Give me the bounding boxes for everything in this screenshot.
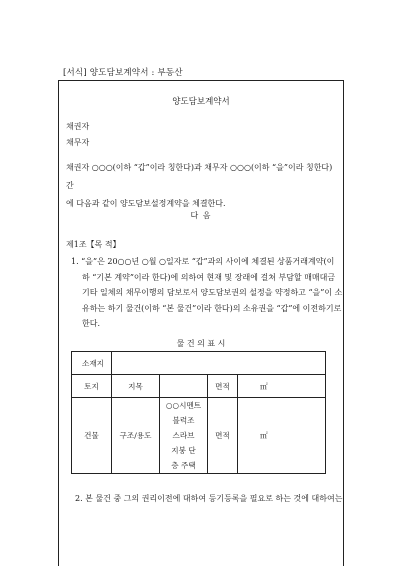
building-area-label: 면적 bbox=[208, 398, 238, 474]
clause-line: 기타 일체의 채무이행의 담보로서 양도담보권의 설정을 약정하고 “을”이 소 bbox=[82, 288, 343, 297]
structure-use-label: 구조/용도 bbox=[112, 398, 160, 474]
clause-line: 하 “기본 계약”이라 한다)에 의하여 현재 및 장래에 걸쳐 부담할 매매대금 bbox=[82, 272, 336, 282]
building-label: 건물 bbox=[72, 398, 112, 474]
article1-title: 제1조【목 적】 bbox=[66, 240, 121, 249]
location-row bbox=[72, 352, 326, 375]
clause-1 bbox=[71, 254, 342, 332]
land-area-label: 면적 bbox=[208, 375, 238, 398]
property-heading: 물 건 의 표 시 bbox=[176, 339, 226, 348]
clause-2: 2. 본 물건 중 그의 권리이전에 대하여 등기등록을 필요로 하는 것에 대하여는 bbox=[75, 494, 343, 503]
structure-line: ○○시멘트 bbox=[165, 401, 202, 410]
category-value bbox=[160, 375, 208, 398]
form-header-label: [서식] 양도담보계약서 : 부동산 bbox=[63, 68, 183, 78]
document-title: 양도담보계약서 bbox=[172, 97, 230, 107]
structure-line: 층 주택 bbox=[171, 461, 196, 470]
clause-line: 유하는 하기 물건(이하 “본 물건”이라 한다)의 소유권을 “갑”에 이전하기로 bbox=[82, 303, 342, 313]
land-label: 토지 bbox=[72, 375, 112, 398]
property-table bbox=[71, 351, 326, 474]
next-heading: 다 음 bbox=[190, 211, 212, 220]
structure-line: 블럭조 bbox=[172, 416, 195, 425]
category-label: 지목 bbox=[112, 375, 160, 398]
location-label: 소재지 bbox=[72, 352, 112, 375]
structure-value bbox=[160, 398, 208, 474]
contract-document bbox=[58, 80, 344, 566]
land-row bbox=[72, 375, 326, 398]
location-value bbox=[112, 352, 326, 375]
structure-line: 스라브 bbox=[172, 431, 195, 440]
clause-line: 1. “을”은 20○○년 ○월 ○일자로 “갑”과의 사이에 체결된 상품거래계약(이 bbox=[71, 257, 335, 266]
building-row bbox=[72, 398, 326, 474]
intro-line: 에 다음과 같이 양도담보설정계약을 체결한다. bbox=[66, 199, 226, 208]
intro-line: 채권자 ○○○(이하 “갑”이라 칭한다)과 채무자 ○○○(이하 “을”이라 칭한다) 간 bbox=[66, 163, 333, 190]
clause-line: 한다. bbox=[82, 319, 100, 328]
debtor-label: 채무자 bbox=[66, 138, 90, 147]
building-area-unit: ㎡ bbox=[238, 398, 326, 474]
structure-line: 지붕 단 bbox=[171, 446, 196, 455]
intro-paragraph bbox=[66, 159, 338, 213]
creditor-label: 채권자 bbox=[66, 122, 90, 131]
land-area-unit: ㎡ bbox=[238, 375, 326, 398]
